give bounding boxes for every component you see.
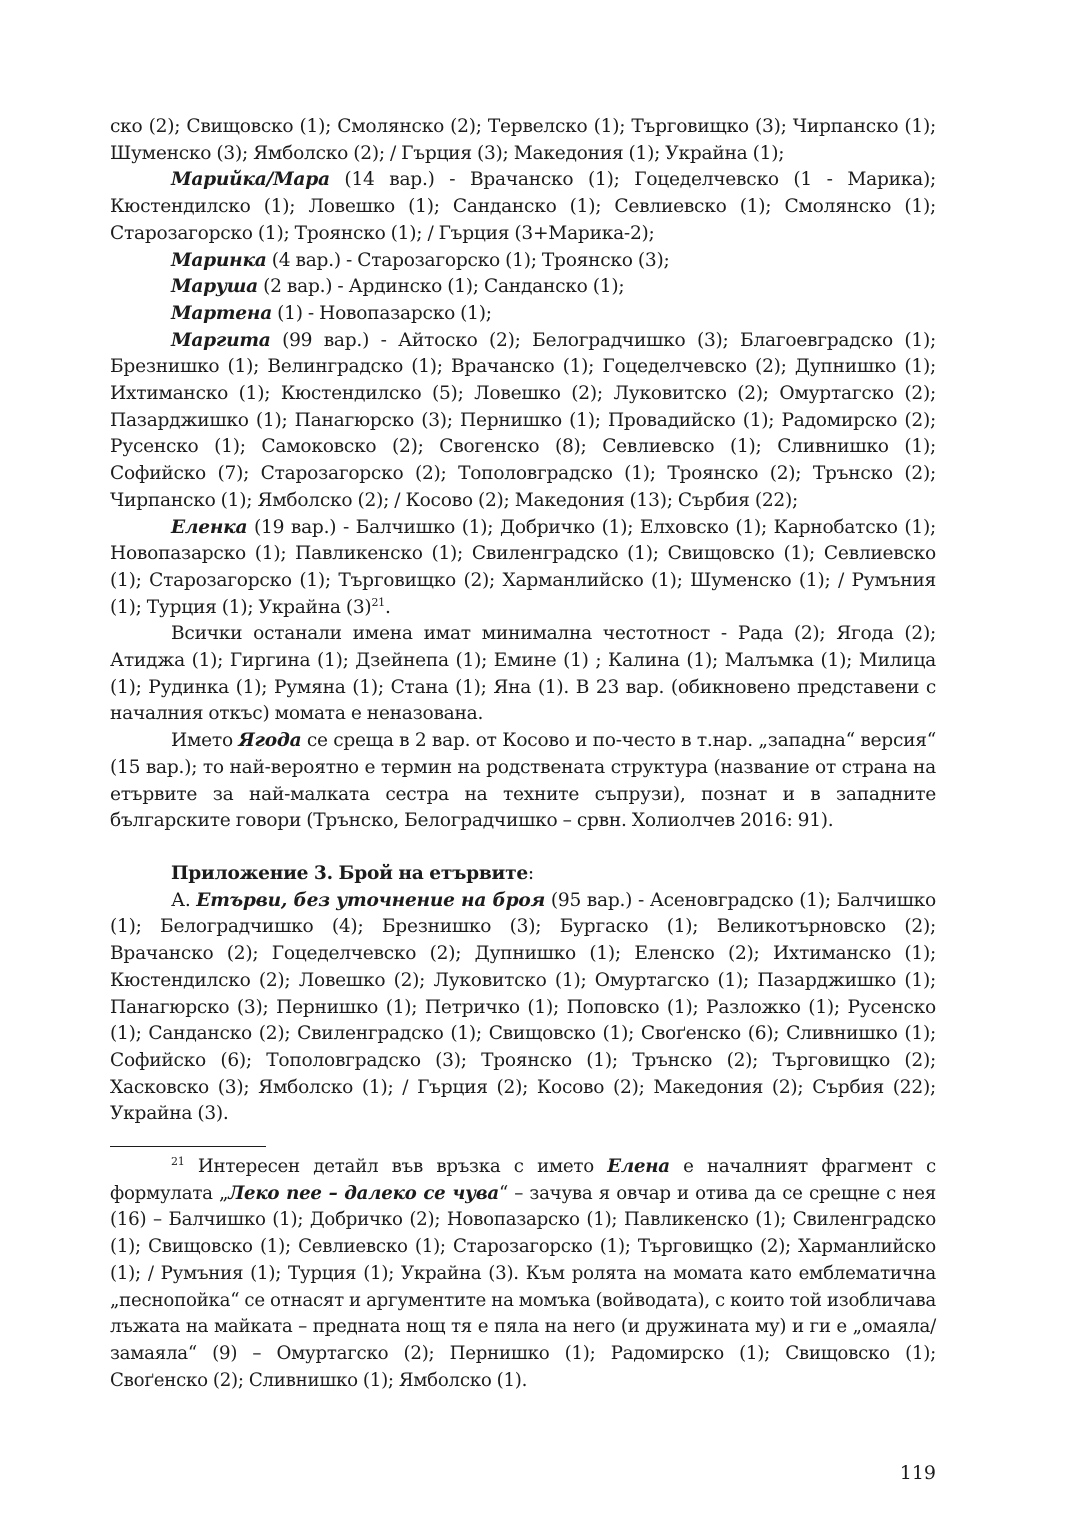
name-term: Етърви, без уточнение на броя xyxy=(196,889,546,911)
footnote-name-term: Елена xyxy=(607,1156,670,1177)
paragraph-continuation xyxy=(110,114,936,167)
footnote-paragraph xyxy=(110,1154,936,1394)
section-heading xyxy=(110,861,936,888)
page-number: 119 xyxy=(899,1462,936,1484)
name-term: Маргита xyxy=(171,329,271,351)
paragraph-text: се среща в 2 вар. от Косово и по-често в т.нар. „западна“ версия“ (15 вар.); то най-вероятно е термин на родствената структура (название от страна на етървите за най-малката сестра на техните съпрузи), познат и в западните българските говори (Трънско, Белоградчишко – срвн. Холиолчев 2016: 91). xyxy=(110,730,936,832)
footnote-separator xyxy=(110,1146,266,1147)
paragraph-text: (19 вар.) - Балчишко (1); Добричко (1); Елховско (1); Карнобатско (1); Новопазарско (1); Павликенско (1); Свиленградско (1); Свищовско (1); Севлиевско (1); Старозагорско (1); Търговищко (2); Харманлийско (1); Шуменско (1); / Румъния (1); Турция (1); Украйна (3) xyxy=(110,516,936,618)
paragraph-text-start: А. xyxy=(171,889,197,911)
name-term: Маруша xyxy=(171,276,258,298)
paragraph-marijka xyxy=(110,167,936,247)
paragraph-text: (95 вар.) - Асеновградско (1); Балчишко (1); Белоградчишко (4); Брезнишко (3); Бургаско (1); Великотърновско (2); Врачанско (2); Гоцеделчевско (2); Дупнишко (1); Еленско (2); Ихтиманско (1); Кюстендилско (2); Ловешко (2); Луковитско (1); Омуртагско (1); Пазарджишко (1); Панагюрско (3); Пернишко (1); Петричко (1); Поповско (1); Разложко (1); Русенско (1); Санданско (2); Свиленградско (1); Свищовско (1); Своґенско (6); Сливнишко (1); Софийско (6); Тополовградско (3); Троянско (1); Трънско (2); Търговищко (2); Хасковско (3); Ямболско (1); / Гърция (2); Косово (2); Македония (2); Сърбия (22); Украйна (3). xyxy=(110,889,936,1125)
paragraph-yagoda xyxy=(110,728,936,835)
paragraph-text: (99 вар.) - Айтоско (2); Белоградчишко (3); Благоевградско (1); Брезнишко (1); Велинградско (1); Врачанско (1); Гоцеделчевско (2); Дупнишко (1); Ихтиманско (1); Кюстендилско (5); Ловешко (2); Луковитско (2); Омуртагско (2); Пазарджишко (1); Панагюрско (3); Пернишко (1); Провадийско (1); Радомирско (2); Русенско (1); Самоковско (2); Свогенско (8); Севлиевско (1); Сливнишко (1); Софийско (7); Старозагорско (2); Тополовградско (1); Троянско (2); Трънско (2); Чирпанско (1); Ямболско (2); / Косово (2); Македония (13); Сърбия (22); xyxy=(110,329,936,511)
heading-colon: : xyxy=(527,862,534,884)
name-term: Еленка xyxy=(171,516,248,538)
paragraph-text: (2 вар.) - Ардинско (1); Санданско (1); xyxy=(257,276,625,298)
paragraph-margita xyxy=(110,328,936,515)
paragraph-text: (4 вар.) - Старозагорско (1); Троянско (3); xyxy=(266,249,670,271)
name-term: Мартена xyxy=(171,302,272,324)
footnote-text: Интересен детайл във връзка с името xyxy=(184,1156,608,1177)
paragraph-remaining-names xyxy=(110,621,936,728)
footnote-formula: Леко пее – далеко се чува xyxy=(228,1182,499,1204)
footnote xyxy=(110,1154,936,1394)
paragraph-text-start: Името xyxy=(171,730,239,752)
paragraph-marinka xyxy=(110,248,936,275)
footnote-text: е началният фрагмент с формулата „ xyxy=(110,1156,936,1204)
paragraph-text: ско (2); Свищовско (1); Смолянско (2); Тервелско (1); Търговищко (3); Чирпанско (1); Шуменско (3); Ямболско (2); / Гърция (3); Македония (1); Украйна (1); xyxy=(110,116,936,164)
paragraph-etarvi xyxy=(110,888,936,1128)
name-term: Маринка xyxy=(171,249,267,271)
heading-text: Приложение 3. Брой на етървите xyxy=(171,862,528,884)
footnote-number: 21 xyxy=(171,1155,185,1168)
paragraph-martena xyxy=(110,301,936,328)
main-text xyxy=(110,114,936,1128)
paragraph-elenka xyxy=(110,515,936,622)
paragraph-text: (1) - Новопазарско (1); xyxy=(272,302,492,324)
paragraph-text: (14 вар.) - Врачанско (1); Гоцеделчевско (1 - Марика); Кюстендилско (1); Ловешко (1); Санданско (1); Севлиевско (1); Смолянско (1); Старозагорско (1); Троянско (1); / Гърция (3+Марика-2); xyxy=(110,169,936,244)
paragraph-marusha xyxy=(110,274,936,301)
footnote-ref: 21 xyxy=(371,595,385,609)
paragraph-text-end: . xyxy=(384,596,391,618)
paragraph-text: Всички останали имена имат минимална честотност - Рада (2); Ягода (2); Атиджа (1); Гиргина (1); Дзейнепа (1); Емине (1) ; Калина (1); Малъмка (1); Милица (1); Рудинка (1); Румяна (1); Стана (1); Яна (1). В 23 вар. (обикновено представени с началния откъс) момата е неназована. xyxy=(110,623,936,725)
name-term: Ягода xyxy=(238,730,302,752)
footnote-text: “ – зачува я овчар и отива да се срещне с нея (16) – Балчишко (1); Добричко (2); Новопазарско (1); Павликенско (1); Свиленградско (1); Свищовско (1); Севлиевско (1); Старозагорско (1); Търговищко (2); Харманлийско (1); / Румъния (1); Турция (1); Украйна (3). Към ролята на момата като емблематична „песнопойка“ се отнасят и аргументите на момъка (войводата), с които той изобличава лъжата на майката – предната нощ тя е пяла на него (и дружината му) и ги е „омаяла/замаяла“ (9) – Омуртагско (2); Пернишко (1); Радомирско (1); Свищовско (1); Своґенско (2); Сливнишко (1); Ямболско (1). xyxy=(110,1182,936,1391)
name-term: Марийка/Мара xyxy=(171,169,330,191)
